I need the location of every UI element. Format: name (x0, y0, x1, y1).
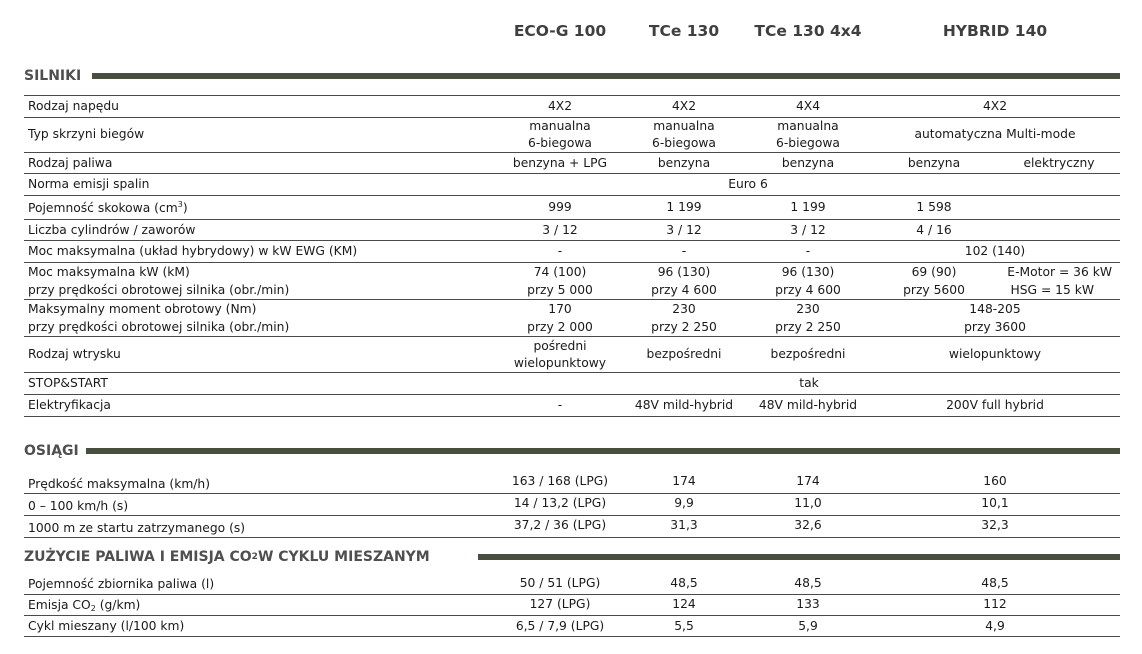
cell: 102 (140) (964, 244, 1026, 258)
cell: przy 4 600 (651, 283, 717, 297)
table-row-stop-start (24, 373, 1120, 395)
row-label: Maksymalny moment obrotowy (Nm) (28, 302, 257, 316)
row-label: Pojemność skokowa $(cm^3)$ (28, 200, 188, 215)
cell: tak (799, 376, 819, 390)
row-label: Moc maksymalna (układ hybrydowy) w kW EWG (KM) (28, 244, 358, 258)
cell: przy 5600 (903, 283, 965, 297)
cell: 148-205 (969, 302, 1021, 316)
table-row-moc-hybrydowa (24, 241, 1120, 263)
cell: 1 199 (790, 200, 826, 214)
cell: bezpośredni (770, 347, 846, 361)
cell: manualna (777, 119, 839, 133)
row-label: przy prędkości obrotowej silnika (obr./min) (28, 283, 290, 297)
cell: pośredni (533, 339, 587, 353)
table-row-pojemnosc (24, 196, 1120, 220)
cell: 999 (548, 200, 572, 214)
cell: 1 199 (666, 200, 702, 214)
cell: 4X2 (671, 99, 697, 113)
row-label: 0 – 100 km/h (s) (28, 499, 129, 513)
cell: przy 3600 (964, 320, 1026, 334)
cell: 96 (130) (657, 265, 711, 279)
cell: przy 2 000 (527, 320, 593, 334)
table-row-przyspieszenie (24, 494, 1120, 516)
cell: 14 / 13,2 (LPG) (513, 496, 607, 510)
table-row-elektryfikacja (24, 395, 1120, 417)
row-label: Elektryfikacja (28, 398, 111, 412)
cell: manualna (529, 119, 591, 133)
cell: benzyna (657, 156, 711, 170)
cell: - (805, 244, 811, 258)
row-label: Rodzaj napędu (28, 99, 119, 113)
cell: 4,9 (985, 619, 1005, 633)
row-label: Emisja CO2 (g/km) (28, 598, 141, 613)
cell: przy 5 000 (527, 283, 593, 297)
cell: 48V mild-hybrid (758, 398, 858, 412)
cell: Euro 6 (728, 177, 768, 191)
row-label: Moc maksymalna kW (kM) (28, 265, 190, 279)
section-title-zuzycie: ZUŻYCIE PALIWA I EMISJA CO 2 W CYKLU MIESZANYM (24, 549, 430, 565)
cell: 200V full hybrid (946, 398, 1044, 412)
cell: 174 (796, 474, 820, 488)
cell: 37,2 / 36 (LPG) (513, 518, 607, 532)
cell: 124 (672, 597, 696, 611)
cell: 48,5 (670, 576, 698, 590)
table-row-emisja (24, 595, 1120, 616)
cell: wielopunktowy (513, 356, 607, 370)
section-title-osiagi: OSIĄGI (24, 443, 79, 459)
cell: 74 (100) (533, 265, 587, 279)
cell: 3 / 12 (790, 223, 826, 237)
cell: 9,9 (674, 496, 694, 510)
cell: 6-biegowa (652, 136, 716, 150)
cell: 1 598 (916, 200, 952, 214)
cell: - (557, 398, 563, 412)
cell: elektryczny (1023, 156, 1095, 170)
cell: 48,5 (794, 576, 822, 590)
table-row-skrzynia (24, 117, 1120, 153)
column-header-tce-130-4x4: TCe 130 4x4 (754, 22, 862, 40)
cell: wielopunktowy (948, 347, 1042, 361)
section-bar-silniki (92, 73, 1120, 79)
row-label: STOP&START (28, 376, 108, 390)
cell: 6-biegowa (776, 136, 840, 150)
cell: 32,6 (794, 518, 822, 532)
row-label: Typ skrzyni biegów (28, 127, 145, 141)
cell: 32,3 (981, 518, 1009, 532)
cell: 170 (548, 302, 572, 316)
cell: manualna (653, 119, 715, 133)
cell: bezpośredni (646, 347, 722, 361)
cell: 96 (130) (781, 265, 835, 279)
table-row-moc (24, 263, 1120, 300)
cell: 48V mild-hybrid (634, 398, 734, 412)
cell: 4 / 16 (916, 223, 952, 237)
cell: - (557, 244, 563, 258)
section-bar-osiagi (86, 448, 1120, 454)
cell: przy 2 250 (651, 320, 717, 334)
row-label: 1000 m ze startu zatrzymanego (s) (28, 521, 246, 535)
row-label: Norma emisji spalin (28, 177, 150, 191)
cell: 6,5 / 7,9 (LPG) (515, 619, 605, 633)
row-label: Rodzaj paliwa (28, 156, 113, 170)
cell: 5,5 (674, 619, 694, 633)
cell: przy 4 600 (775, 283, 841, 297)
table-row-paliwo (24, 153, 1120, 174)
table-row-predkosc (24, 472, 1120, 494)
row-label: Rodzaj wtrysku (28, 347, 121, 361)
cell: benzyna (781, 156, 835, 170)
cell: 163 / 168 (LPG) (511, 474, 609, 488)
table-row-cylindry (24, 220, 1120, 241)
cell: - (681, 244, 687, 258)
row-label: Liczba cylindrów / zaworów (28, 223, 196, 237)
cell: 4X4 (795, 99, 821, 113)
cell: 5,9 (798, 619, 818, 633)
row-label: Prędkość maksymalna (km/h) (28, 477, 211, 491)
cell: automatyczna Multi-mode (914, 127, 1076, 141)
table-row-moment (24, 300, 1120, 337)
cell: 4X2 (982, 99, 1008, 113)
cell: 48,5 (981, 576, 1009, 590)
cell: E-Motor = 36 kW (1007, 265, 1112, 279)
cell: 230 (672, 302, 696, 316)
cell: 31,3 (670, 518, 698, 532)
cell: benzyna (907, 156, 961, 170)
cell: 174 (672, 474, 696, 488)
table-row-cykl (24, 616, 1120, 637)
cell: 69 (90) (911, 265, 957, 279)
column-header-eco-g-100: ECO-G 100 (513, 22, 607, 40)
cell: 230 (796, 302, 820, 316)
row-label: Cykl mieszany (l/100 km) (28, 619, 185, 633)
cell: 50 / 51 (LPG) (519, 576, 601, 590)
cell: 3 / 12 (666, 223, 702, 237)
table-row-zbiornik (24, 573, 1120, 595)
cell: 10,1 (981, 496, 1009, 510)
table-row-wtrysk (24, 337, 1120, 373)
cell: 112 (983, 597, 1007, 611)
cell: 3 / 12 (542, 223, 578, 237)
column-header-tce-130: TCe 130 (648, 22, 720, 40)
table-row-norma (24, 174, 1120, 196)
row-label: przy prędkości obrotowej silnika (obr./min) (28, 320, 290, 334)
cell: przy 2 250 (775, 320, 841, 334)
row-label: Pojemność zbiornika paliwa (l) (28, 577, 215, 591)
cell: 160 (983, 474, 1007, 488)
table-row-1000m (24, 516, 1120, 538)
cell: 6-biegowa (528, 136, 592, 150)
column-header-hybrid-140: HYBRID 140 (942, 22, 1048, 40)
cell: 133 (796, 597, 820, 611)
section-title-silniki: SILNIKI (24, 68, 82, 84)
cell: 11,0 (794, 496, 822, 510)
section-bar-zuzycie (478, 554, 1120, 560)
table-row-naped (24, 95, 1120, 118)
cell: benzyna + LPG (512, 156, 608, 170)
cell: HSG = 15 kW (1010, 283, 1094, 297)
cell: 127 (LPG) (529, 597, 591, 611)
cell: 4X2 (547, 99, 573, 113)
